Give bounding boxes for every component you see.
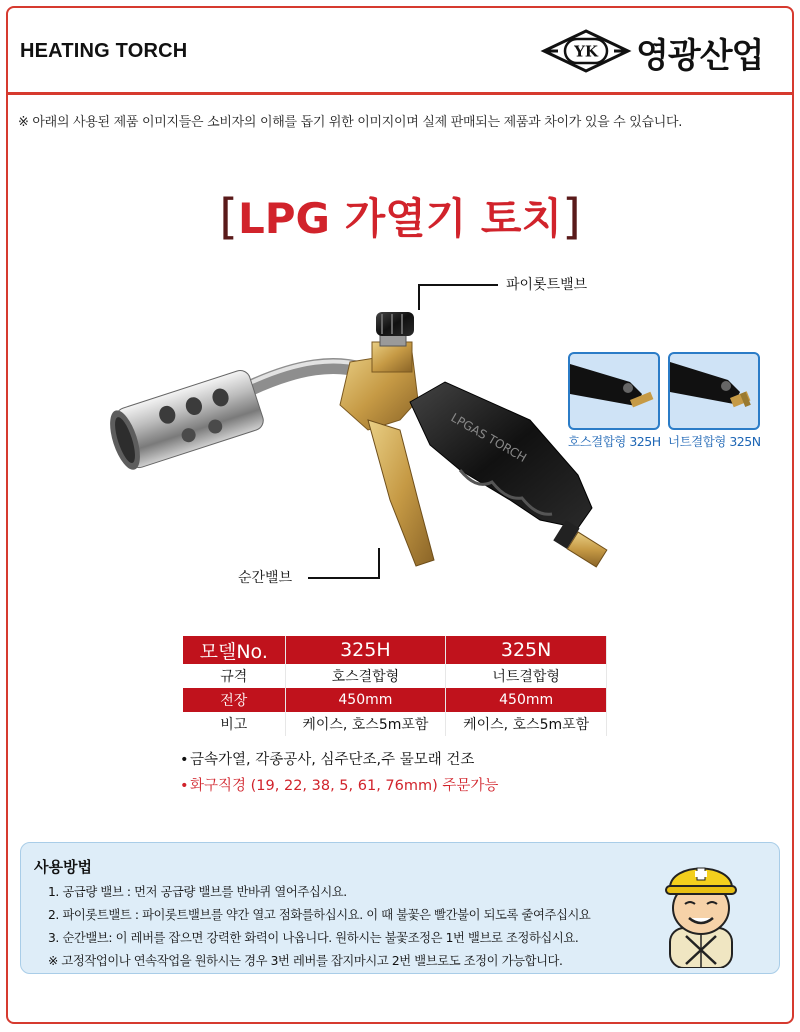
nut-fitting-icon: [670, 354, 760, 430]
usage-step: 2. 파이롯트밸트 : 파이롯트밸브를 약간 열고 점화를하십시요. 이 때 불꽃은 빨간불이 되도록 줄여주십시요: [48, 908, 591, 922]
spec-cell: 케이스, 호스5m포함: [446, 712, 607, 736]
pilot-valve-label: 파이롯트밸브: [506, 277, 588, 293]
variant-label-325h: 호스결합형 325H: [568, 434, 661, 449]
feature-bullet: [180, 774, 498, 795]
usage-step: 1. 공급량 밸브 : 먼저 공급량 밸브를 반바퀴 열어주십시요.: [48, 885, 347, 899]
pilot-callout-hline: [418, 284, 498, 286]
bracket-left: [: [219, 189, 238, 245]
feature-text: 화구직경 (19, 22, 38, 5, 61, 76mm) 주문가능: [190, 778, 499, 794]
bracket-right: ]: [562, 189, 581, 245]
torch-image: [100, 270, 640, 600]
bullet-dot-icon: •: [180, 778, 189, 794]
spec-header-model: 모델No.: [183, 636, 285, 664]
spec-cell: 450mm: [285, 688, 446, 712]
feature-bullet: [180, 748, 474, 769]
table-row: [183, 712, 607, 736]
variant-thumb-325h: [568, 352, 660, 430]
spec-header-325n: 325N: [446, 636, 607, 664]
spec-cell: 너트결합형: [446, 664, 607, 688]
bullet-dot-icon: •: [180, 752, 189, 768]
usage-title: 사용방법: [34, 858, 92, 876]
brand-mark-text: YK: [574, 42, 598, 61]
spec-cell: 450mm: [446, 688, 607, 712]
handle-text: LPGAS TORCH: [448, 410, 529, 465]
spec-cell: 호스결합형: [285, 664, 446, 688]
spec-cell: 전장: [183, 688, 285, 712]
spec-table: [183, 636, 607, 736]
instant-valve-label: 순간밸브: [238, 570, 293, 586]
yk-logo-icon: [540, 28, 632, 74]
usage-step: 3. 순간밸브: 이 레버를 잡으면 강력한 화력이 나옵니다. 원하시는 불꽃조정은 1번 밸브로 조정하십시요.: [48, 931, 579, 945]
spec-header-row: [183, 636, 607, 664]
spec-cell: 비고: [183, 712, 285, 736]
usage-step: ※ 고정작업이나 연속작업을 원하시는 경우 3번 레버를 잡지마시고 2번 밸브로도 조정이 가능합니다.: [48, 954, 563, 968]
table-row: [183, 688, 607, 712]
product-title: [0, 186, 800, 246]
feature-text: 금속가열, 각종공사, 심주단조,주 물모래 건조: [190, 752, 475, 768]
image-notice: ※ 아래의 사용된 제품 이미지들은 소비자의 이해를 돕기 위한 이미지이며 실제 판매되는 제품과 차이가 있을 수 있습니다.: [18, 115, 683, 130]
brand-name: 영광산업: [636, 36, 764, 76]
instant-callout-vline: [378, 548, 380, 579]
hose-fitting-icon: [570, 354, 660, 430]
brand-logo: [540, 24, 780, 80]
variant-thumb-325n: [668, 352, 760, 430]
instant-callout-hline: [308, 577, 380, 579]
header-divider: [8, 92, 792, 95]
variant-label-325n: 너트결합형 325N: [668, 434, 761, 449]
pilot-callout-vline: [418, 284, 420, 310]
spec-cell: 케이스, 호스5m포함: [285, 712, 446, 736]
spec-header-325h: 325H: [285, 636, 446, 664]
spec-cell: 규격: [183, 664, 285, 688]
category-title: HEATING TORCH: [20, 40, 188, 62]
worker-mascot-icon: [656, 852, 746, 968]
product-title-text: LPG 가열기 토치: [237, 194, 563, 243]
table-row: [183, 664, 607, 688]
